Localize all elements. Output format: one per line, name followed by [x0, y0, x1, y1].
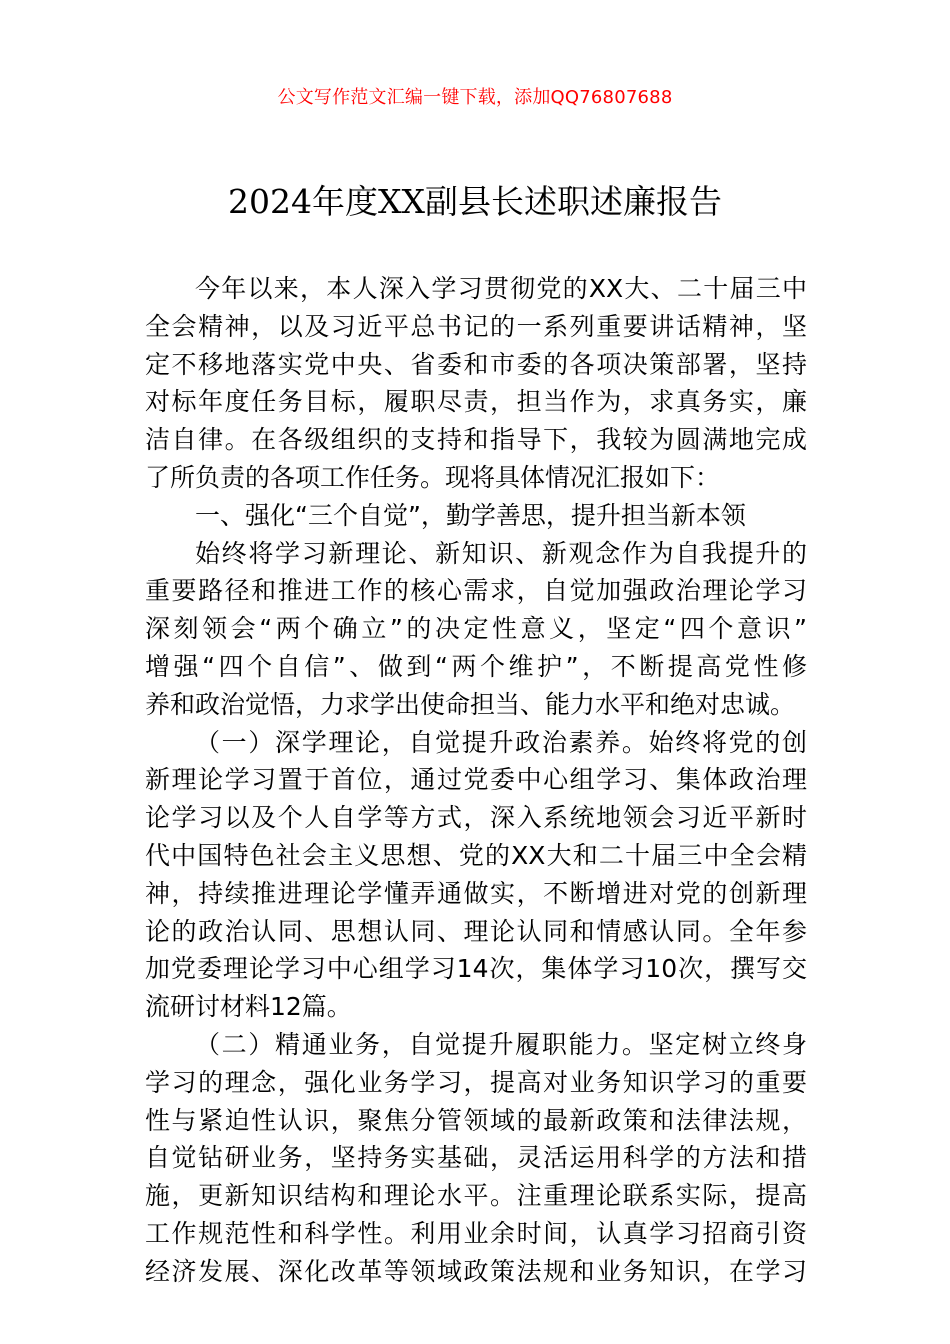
subsection-line: （二）精通业务，自觉提升履职能力。坚定树立终身 — [195, 1029, 807, 1059]
body-line: 论学习以及个人自学等方式，深入系统地领会习近平新时 — [145, 803, 807, 833]
body-line: 工作规范性和科学性。利用业余时间，认真学习招商引资 — [145, 1218, 807, 1248]
section-heading: 一、强化“三个自觉”，勤学善思，提升担当新本领 — [195, 500, 746, 530]
body-line: 增强“四个自信”、做到“两个维护”，不断提高党性修 — [145, 651, 807, 681]
body-line: 始终将学习新理论、新知识、新观念作为自我提升的 — [195, 538, 807, 568]
body-line: 流研讨材料12篇。 — [145, 992, 352, 1022]
document-title: 2024年度XX副县长述职述廉报告 — [228, 182, 722, 221]
body-line: 代中国特色社会主义思想、党的XX大和二十届三中全会精 — [145, 840, 807, 870]
body-line: 深刻领会“两个确立”的决定性意义，坚定“四个意识” — [145, 614, 807, 644]
body-line: 重要路径和推进工作的核心需求，自觉加强政治理论学习 — [145, 576, 807, 606]
body-line: 加党委理论学习中心组学习14次，集体学习10次，撰写交 — [145, 954, 807, 984]
body-line: 养和政治觉悟，力求学出使命担当、能力水平和绝对忠诚。 — [145, 689, 796, 719]
body-line: 自觉钻研业务，坚持务实基础，灵活运用科学的方法和措 — [145, 1143, 807, 1173]
body-line: 经济发展、深化改革等领域政策法规和业务知识，在学习 — [145, 1256, 807, 1286]
body-line: 全会精神，以及习近平总书记的一系列重要讲话精神，坚 — [145, 311, 807, 341]
download-banner: 公文写作范文汇编一键下载，添加QQ76807688 — [277, 87, 673, 108]
body-line: 施，更新知识结构和理论水平。注重理论联系实际，提高 — [145, 1181, 807, 1211]
body-line: 新理论学习置于首位，通过党委中心组学习、集体政治理 — [145, 765, 807, 795]
document-body — [145, 270, 807, 1291]
body-line: 今年以来，本人深入学习贯彻党的XX大、二十届三中 — [195, 274, 807, 303]
body-line: 对标年度任务目标，履职尽责，担当作为，求真务实，廉 — [145, 387, 807, 417]
body-line: 神，持续推进理论学懂弄通做实，不断增进对党的创新理 — [145, 878, 807, 908]
body-line: 了所负责的各项工作任务。现将具体情况汇报如下： — [145, 462, 721, 492]
body-line: 论的政治认同、思想认同、理论认同和情感认同。全年参 — [145, 916, 807, 946]
body-line: 学习的理念，强化业务学习，提高对业务知识学习的重要 — [145, 1067, 807, 1097]
body-line: 定不移地落实党中央、省委和市委的各项决策部署，坚持 — [145, 349, 807, 379]
body-line: 洁自律。在各级组织的支持和指导下，我较为圆满地完成 — [145, 425, 807, 455]
body-line: 性与紧迫性认识，聚焦分管领域的最新政策和法律法规， — [145, 1105, 807, 1135]
subsection-line: （一）深学理论，自觉提升政治素养。始终将党的创 — [195, 727, 807, 757]
